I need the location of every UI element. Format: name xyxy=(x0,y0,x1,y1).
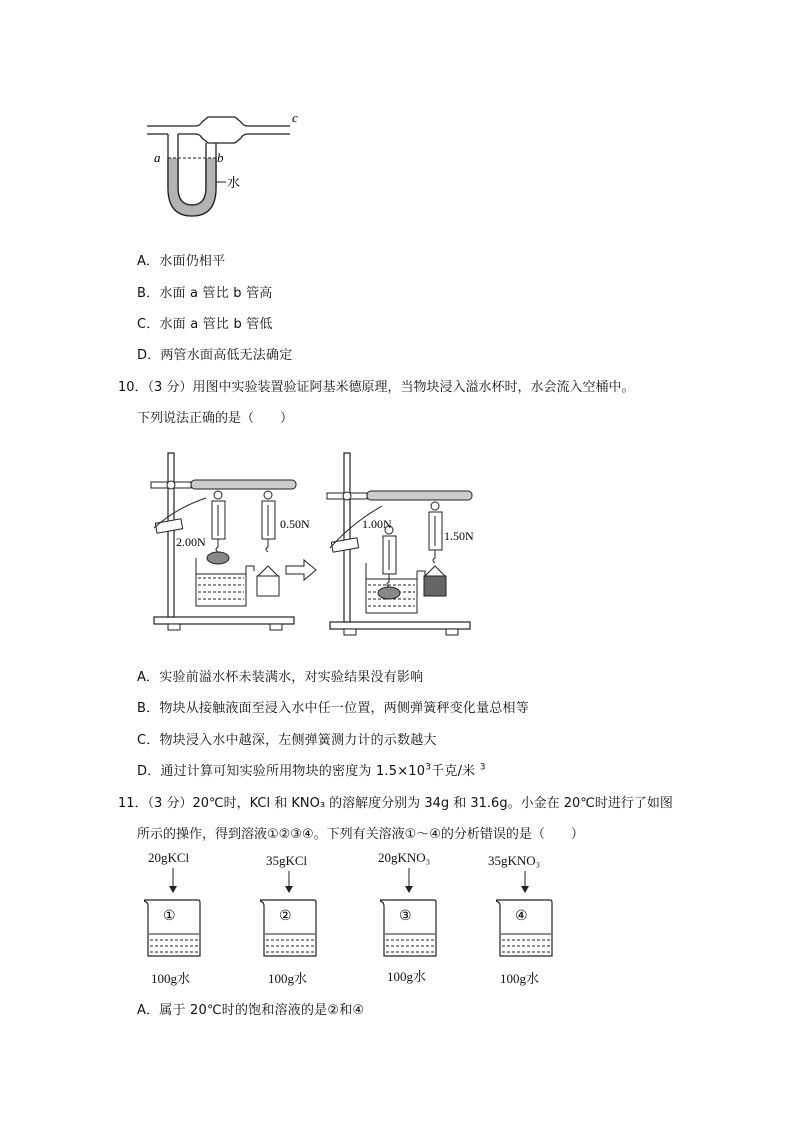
q10-option-d-unit-exp: 3 xyxy=(479,762,486,773)
q11-stem-line1: 11．（3 分）20℃时，KCl 和 KNO₃ 的溶解度分别为 34g 和 31.6g。小金在 20℃时进行了如图 xyxy=(118,796,673,811)
q9-option-a: A．水面仍相平 xyxy=(137,254,226,269)
left-scale-reading-1: 2.00N xyxy=(176,535,206,549)
q11-stem-line2: 所示的操作，得到溶液①②③④。下列有关溶液①～④的分析错误的是（ ） xyxy=(137,827,584,842)
beaker-4 xyxy=(488,850,568,990)
label-a: a xyxy=(154,150,161,165)
q10-option-c: C．物块浸入水中越深，左侧弹簧测力计的示数越大 xyxy=(137,733,437,748)
beaker-2-top-label: 35gKCl xyxy=(266,853,308,868)
beaker-4-mark: ④ xyxy=(515,909,528,924)
beaker-1-mark: ① xyxy=(163,909,176,924)
archimedes-apparatus-figure xyxy=(146,448,476,638)
beaker-4-top-label: 35gKNO₃ xyxy=(488,853,541,868)
right-scale-reading-2: 1.50N xyxy=(444,529,474,543)
left-scale-reading-2: 1.00N xyxy=(362,517,392,531)
beaker-3-mark: ③ xyxy=(399,909,412,924)
label-b: b xyxy=(217,150,224,165)
q10-option-d-unit: 千克/米 xyxy=(431,764,480,779)
beaker-group xyxy=(136,850,566,990)
beaker-1 xyxy=(136,850,216,990)
q10-option-d-exp: 3 xyxy=(425,762,432,773)
q10-stem-line2: 下列说法正确的是（ ） xyxy=(137,411,294,426)
beaker-3-top-label: 20gKNO₃ xyxy=(378,850,431,865)
q10-option-d-text: D．通过计算可知实验所用物块的密度为 1.5×10 xyxy=(137,764,426,779)
beaker-2 xyxy=(252,850,332,990)
q10-option-d xyxy=(137,760,486,779)
q10-stem-line1: 10．（3 分）用图中实验装置验证阿基米德原理，当物块浸入溢水杯时，水会流入空桶中。 xyxy=(118,380,635,395)
beaker-3-bottom-label: 100g水 xyxy=(387,969,427,984)
q9-option-d: D．两管水面高低无法确定 xyxy=(137,348,293,363)
q9-option-c: C．水面 a 管比 b 管低 xyxy=(137,317,273,332)
label-water: 水 xyxy=(227,175,241,190)
q9-option-b: B．水面 a 管比 b 管高 xyxy=(137,286,273,301)
beaker-1-bottom-label: 100g水 xyxy=(151,971,191,986)
q10-option-a: A．实验前溢水杯未装满水，对实验结果没有影响 xyxy=(137,670,424,685)
q11-option-a: A．属于 20℃时的饱和溶液的是②和④ xyxy=(137,1003,365,1018)
beaker-1-drawing xyxy=(136,868,216,968)
beaker-4-drawing xyxy=(488,868,568,968)
u-tube-figure xyxy=(140,108,310,228)
beaker-2-bottom-label: 100g水 xyxy=(268,971,308,986)
beaker-3 xyxy=(372,850,452,990)
label-c: c xyxy=(292,110,298,125)
q10-option-b: B．物块从接触液面至浸入水中任一位置，两侧弹簧秤变化量总相等 xyxy=(137,701,529,716)
beaker-2-mark: ② xyxy=(279,909,292,924)
beaker-2-drawing xyxy=(252,868,332,968)
beaker-4-bottom-label: 100g水 xyxy=(500,971,540,986)
beaker-1-top-label: 20gKCl xyxy=(148,850,190,865)
beaker-3-drawing xyxy=(372,868,452,968)
right-scale-reading-1: 0.50N xyxy=(280,517,310,531)
